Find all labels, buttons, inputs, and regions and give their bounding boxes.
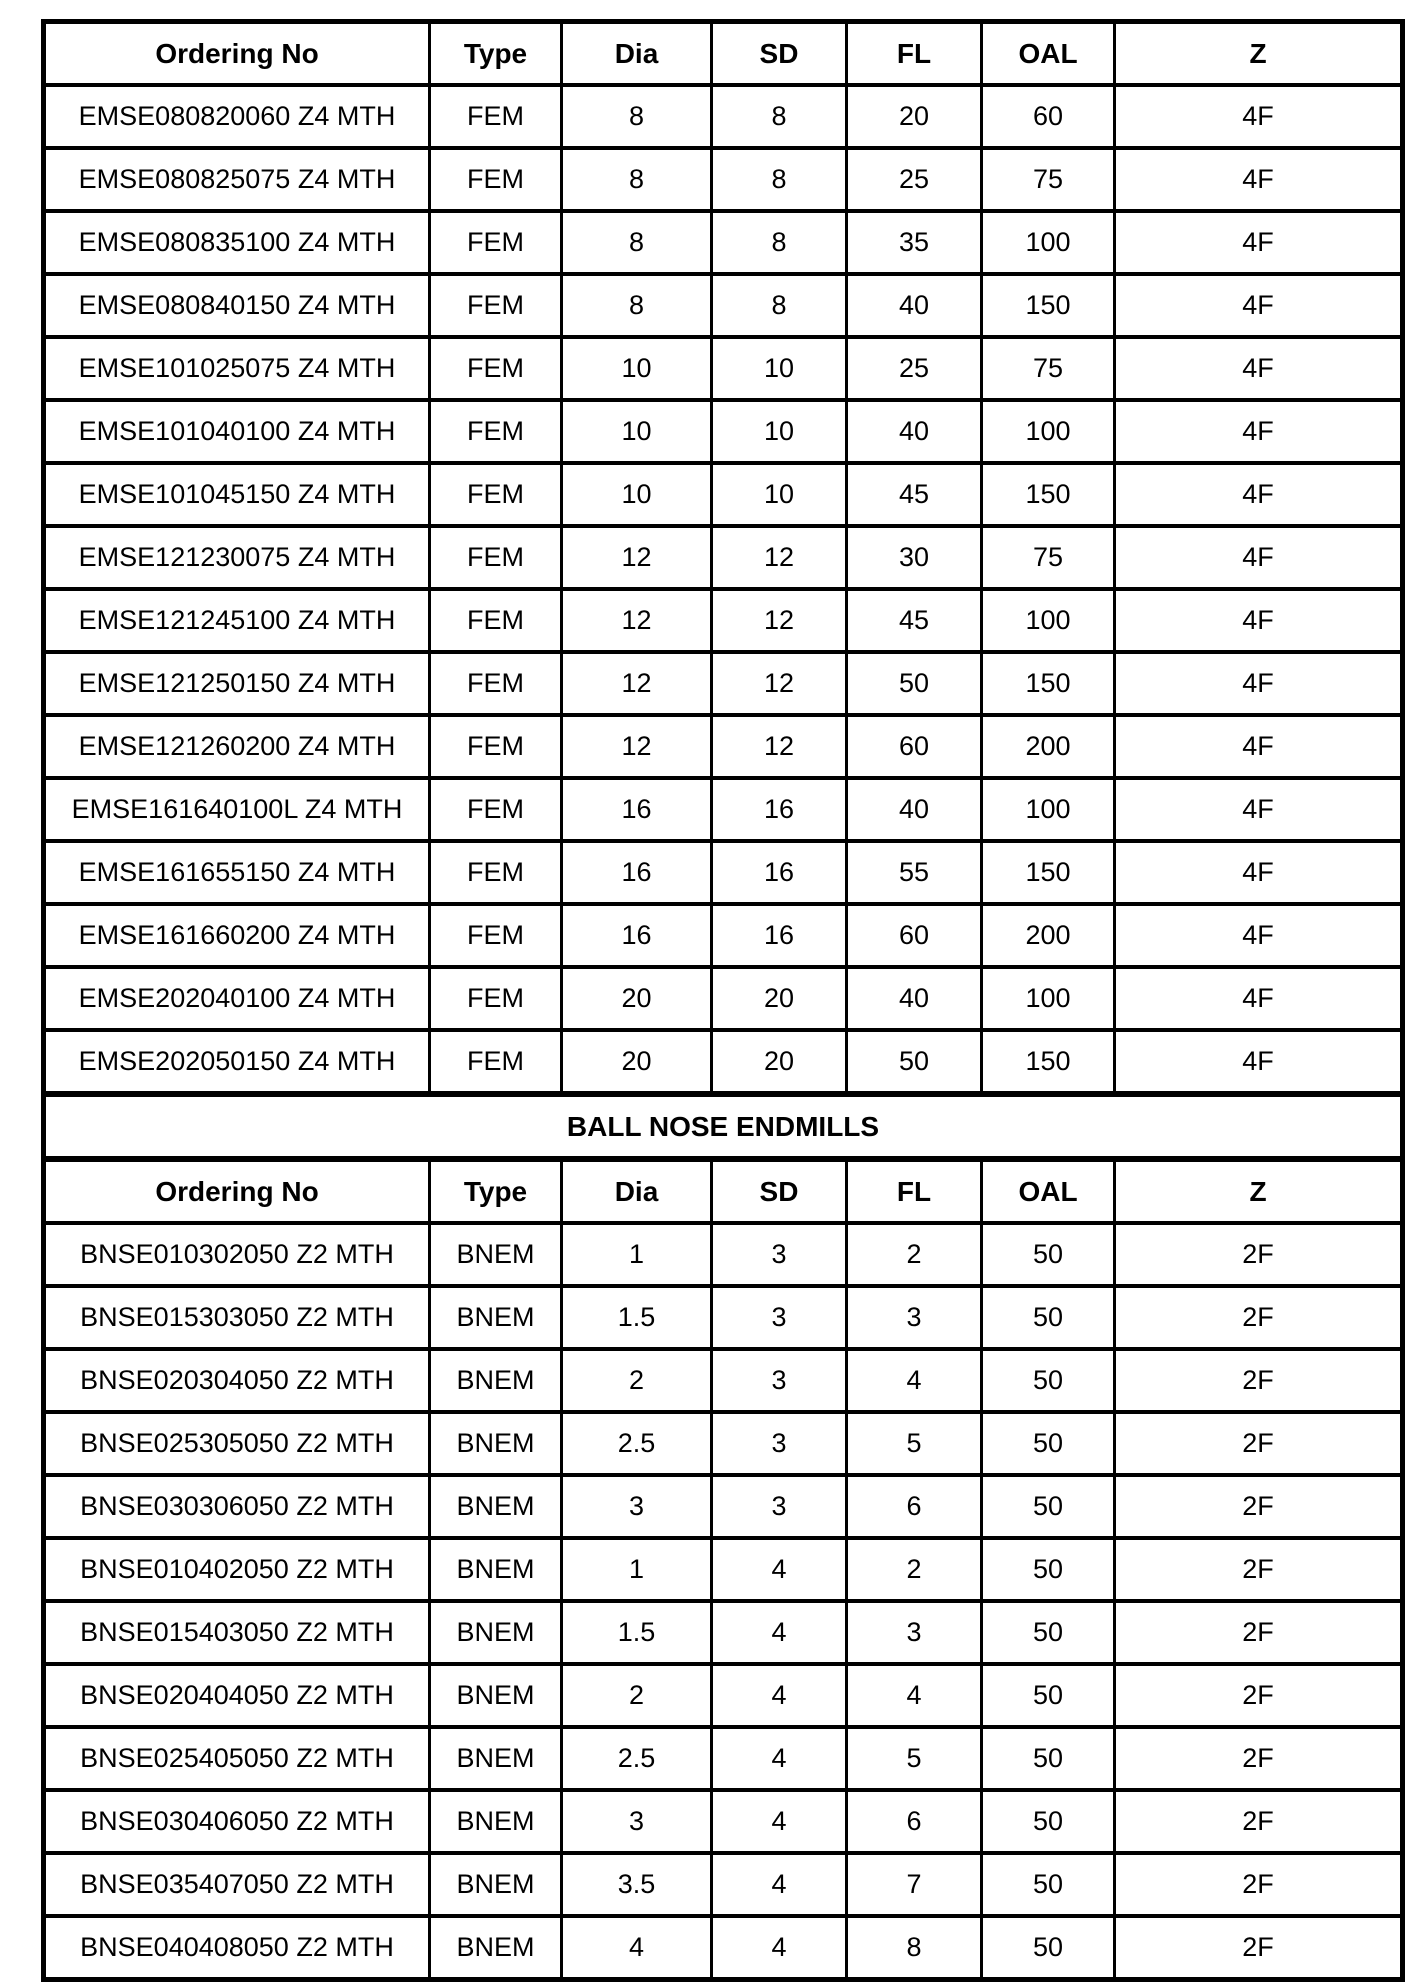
endmill-spec-table — [41, 19, 1405, 1982]
spec-cell: 2F — [1115, 1538, 1403, 1601]
spec-row — [44, 1538, 1403, 1601]
spec-cell: 3 — [847, 1601, 982, 1664]
spec-row — [44, 1727, 1403, 1790]
spec-cell: BNEM — [430, 1601, 562, 1664]
spec-cell: 6 — [847, 1475, 982, 1538]
spec-cell: FEM — [430, 337, 562, 400]
spec-cell: 4F — [1115, 967, 1403, 1030]
spec-cell: 4F — [1115, 841, 1403, 904]
column-header-fl: FL — [847, 22, 982, 86]
spec-cell: EMSE101025075 Z4 MTH — [44, 337, 430, 400]
spec-cell: 20 — [562, 967, 712, 1030]
spec-row — [44, 1475, 1403, 1538]
spec-cell: FEM — [430, 589, 562, 652]
spec-row — [44, 1664, 1403, 1727]
spec-cell: 10 — [562, 337, 712, 400]
spec-cell: 16 — [712, 904, 847, 967]
column-header-fl: FL — [847, 1159, 982, 1223]
spec-row — [44, 400, 1403, 463]
spec-row — [44, 1853, 1403, 1916]
spec-cell: 4F — [1115, 778, 1403, 841]
spec-cell: 3 — [562, 1475, 712, 1538]
spec-cell: 4F — [1115, 274, 1403, 337]
spec-cell: BNSE025405050 Z2 MTH — [44, 1727, 430, 1790]
spec-cell: 75 — [982, 337, 1115, 400]
spec-cell: EMSE121250150 Z4 MTH — [44, 652, 430, 715]
spec-cell: 2F — [1115, 1853, 1403, 1916]
spec-cell: FEM — [430, 652, 562, 715]
spec-cell: 10 — [562, 400, 712, 463]
spec-cell: FEM — [430, 211, 562, 274]
spec-cell: BNSE030406050 Z2 MTH — [44, 1790, 430, 1853]
spec-cell: 12 — [562, 589, 712, 652]
spec-cell: 1.5 — [562, 1286, 712, 1349]
spec-cell: 2F — [1115, 1916, 1403, 1980]
spec-row — [44, 1349, 1403, 1412]
spec-cell: 20 — [712, 1030, 847, 1094]
spec-cell: 4F — [1115, 148, 1403, 211]
spec-cell: 3 — [712, 1349, 847, 1412]
spec-row — [44, 967, 1403, 1030]
spec-cell: 50 — [982, 1349, 1115, 1412]
column-header-type: Type — [430, 1159, 562, 1223]
spec-cell: 150 — [982, 463, 1115, 526]
spec-cell: 2F — [1115, 1475, 1403, 1538]
spec-cell: BNEM — [430, 1853, 562, 1916]
spec-cell: EMSE161640100L Z4 MTH — [44, 778, 430, 841]
spec-cell: FEM — [430, 904, 562, 967]
spec-cell: 4F — [1115, 715, 1403, 778]
spec-cell: 50 — [982, 1223, 1115, 1286]
spec-cell: 4 — [847, 1349, 982, 1412]
spec-cell: 10 — [712, 463, 847, 526]
spec-cell: 5 — [847, 1727, 982, 1790]
spec-cell: 55 — [847, 841, 982, 904]
spec-cell: 4F — [1115, 904, 1403, 967]
spec-cell: EMSE202040100 Z4 MTH — [44, 967, 430, 1030]
spec-cell: 4 — [712, 1538, 847, 1601]
spec-cell: 7 — [847, 1853, 982, 1916]
spec-cell: 60 — [982, 85, 1115, 148]
spec-cell: EMSE080835100 Z4 MTH — [44, 211, 430, 274]
spec-cell: FEM — [430, 274, 562, 337]
spec-cell: 50 — [982, 1286, 1115, 1349]
spec-cell: EMSE121245100 Z4 MTH — [44, 589, 430, 652]
spec-cell: 1 — [562, 1538, 712, 1601]
column-header-z: Z — [1115, 22, 1403, 86]
spec-cell: 50 — [847, 1030, 982, 1094]
spec-cell: BNEM — [430, 1916, 562, 1980]
spec-cell: 20 — [847, 85, 982, 148]
spec-cell: 4 — [712, 1727, 847, 1790]
spec-cell: FEM — [430, 967, 562, 1030]
spec-cell: 16 — [562, 841, 712, 904]
spec-cell: BNEM — [430, 1412, 562, 1475]
spec-cell: 2.5 — [562, 1727, 712, 1790]
spec-cell: 25 — [847, 148, 982, 211]
spec-row — [44, 1916, 1403, 1980]
spec-cell: 8 — [712, 274, 847, 337]
spec-cell: BNEM — [430, 1475, 562, 1538]
spec-cell: 2 — [847, 1538, 982, 1601]
spec-cell: 50 — [982, 1664, 1115, 1727]
spec-cell: 4F — [1115, 652, 1403, 715]
spec-cell: 4 — [712, 1916, 847, 1980]
spec-cell: 150 — [982, 652, 1115, 715]
spec-cell: BNSE010402050 Z2 MTH — [44, 1538, 430, 1601]
spec-cell: FEM — [430, 85, 562, 148]
spec-cell: 100 — [982, 967, 1115, 1030]
spec-cell: 40 — [847, 778, 982, 841]
spec-cell: 2F — [1115, 1286, 1403, 1349]
spec-cell: 150 — [982, 1030, 1115, 1094]
spec-cell: BNEM — [430, 1538, 562, 1601]
spec-cell: 2.5 — [562, 1412, 712, 1475]
spec-row — [44, 1790, 1403, 1853]
spec-cell: 75 — [982, 148, 1115, 211]
spec-cell: EMSE121260200 Z4 MTH — [44, 715, 430, 778]
spec-row — [44, 274, 1403, 337]
ballnose-title-and-header-section — [44, 1094, 1403, 1223]
spec-cell: BNSE040408050 Z2 MTH — [44, 1916, 430, 1980]
spec-cell: 4F — [1115, 526, 1403, 589]
spec-row — [44, 1030, 1403, 1094]
spec-cell: 2F — [1115, 1664, 1403, 1727]
column-header-oal: OAL — [982, 22, 1115, 86]
spec-cell: BNSE025305050 Z2 MTH — [44, 1412, 430, 1475]
column-header-ordering-no: Ordering No — [44, 1159, 430, 1223]
spec-cell: 3 — [712, 1475, 847, 1538]
spec-cell: EMSE101040100 Z4 MTH — [44, 400, 430, 463]
spec-row — [44, 1601, 1403, 1664]
spec-cell: FEM — [430, 148, 562, 211]
spec-cell: FEM — [430, 841, 562, 904]
spec-cell: 12 — [562, 652, 712, 715]
spec-cell: 2F — [1115, 1601, 1403, 1664]
spec-cell: 12 — [562, 715, 712, 778]
spec-cell: 2 — [562, 1664, 712, 1727]
column-header-sd: SD — [712, 1159, 847, 1223]
spec-cell: 100 — [982, 778, 1115, 841]
spec-row — [44, 1286, 1403, 1349]
spec-cell: FEM — [430, 463, 562, 526]
spec-cell: 1 — [562, 1223, 712, 1286]
spec-cell: 16 — [562, 778, 712, 841]
spec-cell: EMSE101045150 Z4 MTH — [44, 463, 430, 526]
spec-cell: 16 — [562, 904, 712, 967]
spec-cell: 8 — [562, 274, 712, 337]
spec-cell: BNSE030306050 Z2 MTH — [44, 1475, 430, 1538]
column-header-type: Type — [430, 22, 562, 86]
spec-cell: 10 — [562, 463, 712, 526]
spec-cell: 3 — [847, 1286, 982, 1349]
spec-cell: BNSE015403050 Z2 MTH — [44, 1601, 430, 1664]
spec-cell: 50 — [982, 1853, 1115, 1916]
spec-cell: BNSE015303050 Z2 MTH — [44, 1286, 430, 1349]
spec-cell: BNEM — [430, 1349, 562, 1412]
spec-cell: 3 — [562, 1790, 712, 1853]
spec-cell: 5 — [847, 1412, 982, 1475]
spec-row — [44, 463, 1403, 526]
spec-cell: 10 — [712, 400, 847, 463]
spec-row — [44, 85, 1403, 148]
spec-cell: FEM — [430, 400, 562, 463]
spec-row — [44, 715, 1403, 778]
spec-cell: 75 — [982, 526, 1115, 589]
column-header-dia: Dia — [562, 1159, 712, 1223]
spec-cell: 12 — [562, 526, 712, 589]
spec-cell: 20 — [562, 1030, 712, 1094]
spec-cell: BNEM — [430, 1790, 562, 1853]
spec-cell: 60 — [847, 904, 982, 967]
ballnose-endmills-rows — [44, 1223, 1403, 1980]
square-endmills-header-section — [44, 22, 1403, 86]
spec-cell: 4F — [1115, 589, 1403, 652]
spec-cell: 200 — [982, 715, 1115, 778]
spec-cell: BNEM — [430, 1664, 562, 1727]
spec-cell: 150 — [982, 274, 1115, 337]
spec-cell: 4F — [1115, 1030, 1403, 1094]
spec-cell: 4F — [1115, 400, 1403, 463]
spec-cell: 100 — [982, 211, 1115, 274]
spec-cell: 50 — [982, 1601, 1115, 1664]
spec-cell: 3 — [712, 1412, 847, 1475]
spec-cell: EMSE080840150 Z4 MTH — [44, 274, 430, 337]
spec-cell: 100 — [982, 400, 1115, 463]
spec-row — [44, 1412, 1403, 1475]
spec-cell: 3 — [712, 1223, 847, 1286]
spec-cell: 4 — [712, 1601, 847, 1664]
spec-cell: 150 — [982, 841, 1115, 904]
spec-cell: 20 — [712, 967, 847, 1030]
spec-cell: 1.5 — [562, 1601, 712, 1664]
spec-cell: 50 — [982, 1538, 1115, 1601]
spec-cell: 2F — [1115, 1790, 1403, 1853]
spec-cell: 60 — [847, 715, 982, 778]
spec-cell: 12 — [712, 526, 847, 589]
spec-cell: 25 — [847, 337, 982, 400]
spec-cell: 200 — [982, 904, 1115, 967]
spec-cell: 8 — [712, 211, 847, 274]
spec-cell: 8 — [712, 85, 847, 148]
spec-cell: 4 — [712, 1664, 847, 1727]
spec-cell: 2F — [1115, 1349, 1403, 1412]
spec-cell: 10 — [712, 337, 847, 400]
spec-cell: EMSE202050150 Z4 MTH — [44, 1030, 430, 1094]
spec-cell: 12 — [712, 589, 847, 652]
spec-cell: 8 — [562, 148, 712, 211]
spec-cell: 40 — [847, 400, 982, 463]
spec-cell: FEM — [430, 715, 562, 778]
spec-cell: 2F — [1115, 1223, 1403, 1286]
spec-cell: BNSE010302050 Z2 MTH — [44, 1223, 430, 1286]
spec-cell: 40 — [847, 274, 982, 337]
spec-cell: BNEM — [430, 1727, 562, 1790]
spec-cell: 50 — [982, 1790, 1115, 1853]
spec-cell: BNEM — [430, 1223, 562, 1286]
spec-cell: 45 — [847, 463, 982, 526]
spec-cell: 4 — [712, 1853, 847, 1916]
spec-row — [44, 1223, 1403, 1286]
spec-cell: 16 — [712, 841, 847, 904]
spec-cell: 4F — [1115, 211, 1403, 274]
spec-row — [44, 211, 1403, 274]
spec-cell: 3 — [712, 1286, 847, 1349]
spec-cell: 4F — [1115, 463, 1403, 526]
spec-cell: 35 — [847, 211, 982, 274]
column-header-dia: Dia — [562, 22, 712, 86]
spec-cell: 4F — [1115, 337, 1403, 400]
spec-row — [44, 904, 1403, 967]
spec-cell: 8 — [847, 1916, 982, 1980]
spec-cell: 16 — [712, 778, 847, 841]
column-header-sd: SD — [712, 22, 847, 86]
square-endmills-rows — [44, 85, 1403, 1094]
spec-cell: BNEM — [430, 1286, 562, 1349]
spec-cell: 50 — [982, 1475, 1115, 1538]
spec-row — [44, 778, 1403, 841]
spec-cell: 4 — [847, 1664, 982, 1727]
spec-cell: 45 — [847, 589, 982, 652]
spec-row — [44, 148, 1403, 211]
spec-cell: BNSE020404050 Z2 MTH — [44, 1664, 430, 1727]
section-title-row — [44, 1094, 1403, 1159]
column-header-ordering-no: Ordering No — [44, 22, 430, 86]
spec-cell: 2F — [1115, 1412, 1403, 1475]
spec-row — [44, 337, 1403, 400]
spec-cell: BNSE035407050 Z2 MTH — [44, 1853, 430, 1916]
spec-cell: EMSE080820060 Z4 MTH — [44, 85, 430, 148]
spec-cell: BNSE020304050 Z2 MTH — [44, 1349, 430, 1412]
spec-cell: 2F — [1115, 1727, 1403, 1790]
spec-cell: FEM — [430, 778, 562, 841]
spec-cell: 100 — [982, 589, 1115, 652]
spec-cell: 30 — [847, 526, 982, 589]
spec-cell: EMSE161660200 Z4 MTH — [44, 904, 430, 967]
spec-cell: 4 — [562, 1916, 712, 1980]
section-title: BALL NOSE ENDMILLS — [44, 1094, 1403, 1159]
header-row-square-endmills — [44, 22, 1403, 86]
spec-cell: 4F — [1115, 85, 1403, 148]
spec-row — [44, 652, 1403, 715]
spec-cell: 8 — [562, 85, 712, 148]
spec-cell: 50 — [847, 652, 982, 715]
spec-cell: 4 — [712, 1790, 847, 1853]
spec-cell: FEM — [430, 1030, 562, 1094]
spec-cell: 2 — [562, 1349, 712, 1412]
spec-cell: 6 — [847, 1790, 982, 1853]
spec-cell: FEM — [430, 526, 562, 589]
spec-row — [44, 589, 1403, 652]
spec-cell: 50 — [982, 1916, 1115, 1980]
header-row-ballnose-endmills — [44, 1159, 1403, 1223]
spec-cell: 8 — [712, 148, 847, 211]
spec-cell: 50 — [982, 1412, 1115, 1475]
spec-cell: 3.5 — [562, 1853, 712, 1916]
spec-row — [44, 526, 1403, 589]
spec-cell: EMSE121230075 Z4 MTH — [44, 526, 430, 589]
column-header-oal: OAL — [982, 1159, 1115, 1223]
spec-cell: 40 — [847, 967, 982, 1030]
spec-cell: 8 — [562, 211, 712, 274]
spec-cell: 2 — [847, 1223, 982, 1286]
column-header-z: Z — [1115, 1159, 1403, 1223]
spec-cell: EMSE080825075 Z4 MTH — [44, 148, 430, 211]
spec-cell: 12 — [712, 715, 847, 778]
spec-cell: EMSE161655150 Z4 MTH — [44, 841, 430, 904]
spec-cell: 12 — [712, 652, 847, 715]
spec-row — [44, 841, 1403, 904]
spec-cell: 50 — [982, 1727, 1115, 1790]
